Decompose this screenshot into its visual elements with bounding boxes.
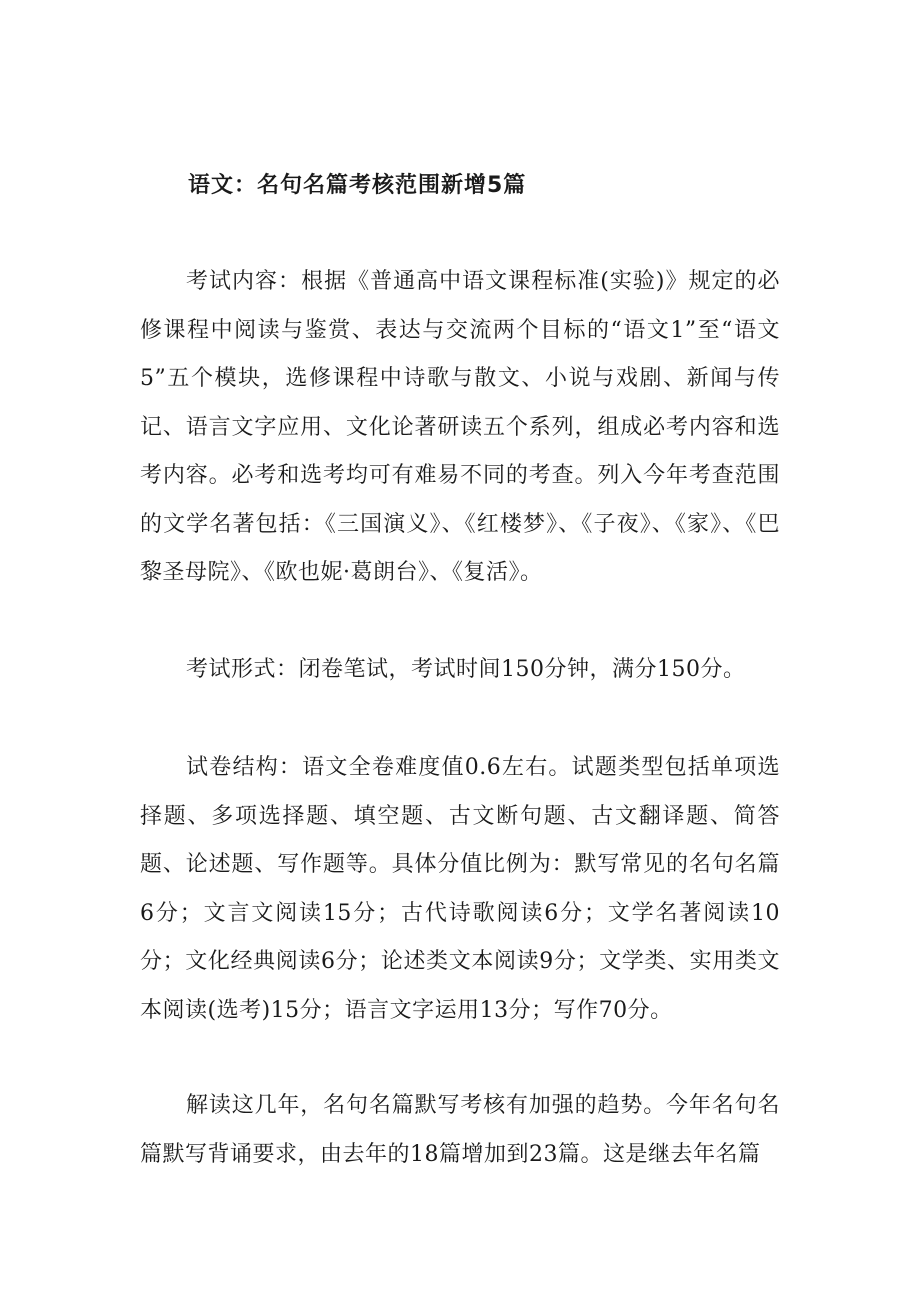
paragraph-paper-structure: 试卷结构：语文全卷难度值0.6左右。试题类型包括单项选择题、多项选择题、填空题、古文断句题、古文翻译题、简答题、论述题、写作题等。具体分值比例为：默写常见的名句名篇6分；文言文阅读15分；古代诗歌阅读6分；文学名著阅读10分；文化经典阅读6分；论述类文本阅读9分；文学类、实用类文本阅读(选考)15分；语言文字运用13分；写作70分。 xyxy=(140,755,780,1023)
paragraph-interpretation: 解读这几年，名句名篇默写考核有加强的趋势。今年名句名篇默写背诵要求，由去年的18篇增加到23篇。这是继去年名篇 xyxy=(140,1093,780,1167)
paragraph-exam-content: 考试内容：根据《普通高中语文课程标准(实验)》规定的必修课程中阅读与鉴赏、表达与交流两个目标的“语文1”至“语文5”五个模块，选修课程中诗歌与散文、小说与戏剧、新闻与传记、语言文字应用、文化论著研读五个系列，组成必考内容和选考内容。必考和选考均可有难易不同的考查。列入今年考查范围的文学名著包括：《三国演义》、《红楼梦》、《子夜》、《家》、《巴黎圣母院》、《欧也妮·葛朗台》、《复活》。 xyxy=(140,269,780,585)
document-title: 语文：名句名篇考核范围新增5篇 xyxy=(188,173,527,198)
paragraph-exam-format: 考试形式：闭卷笔试，考试时间150分钟，满分150分。 xyxy=(186,657,746,682)
